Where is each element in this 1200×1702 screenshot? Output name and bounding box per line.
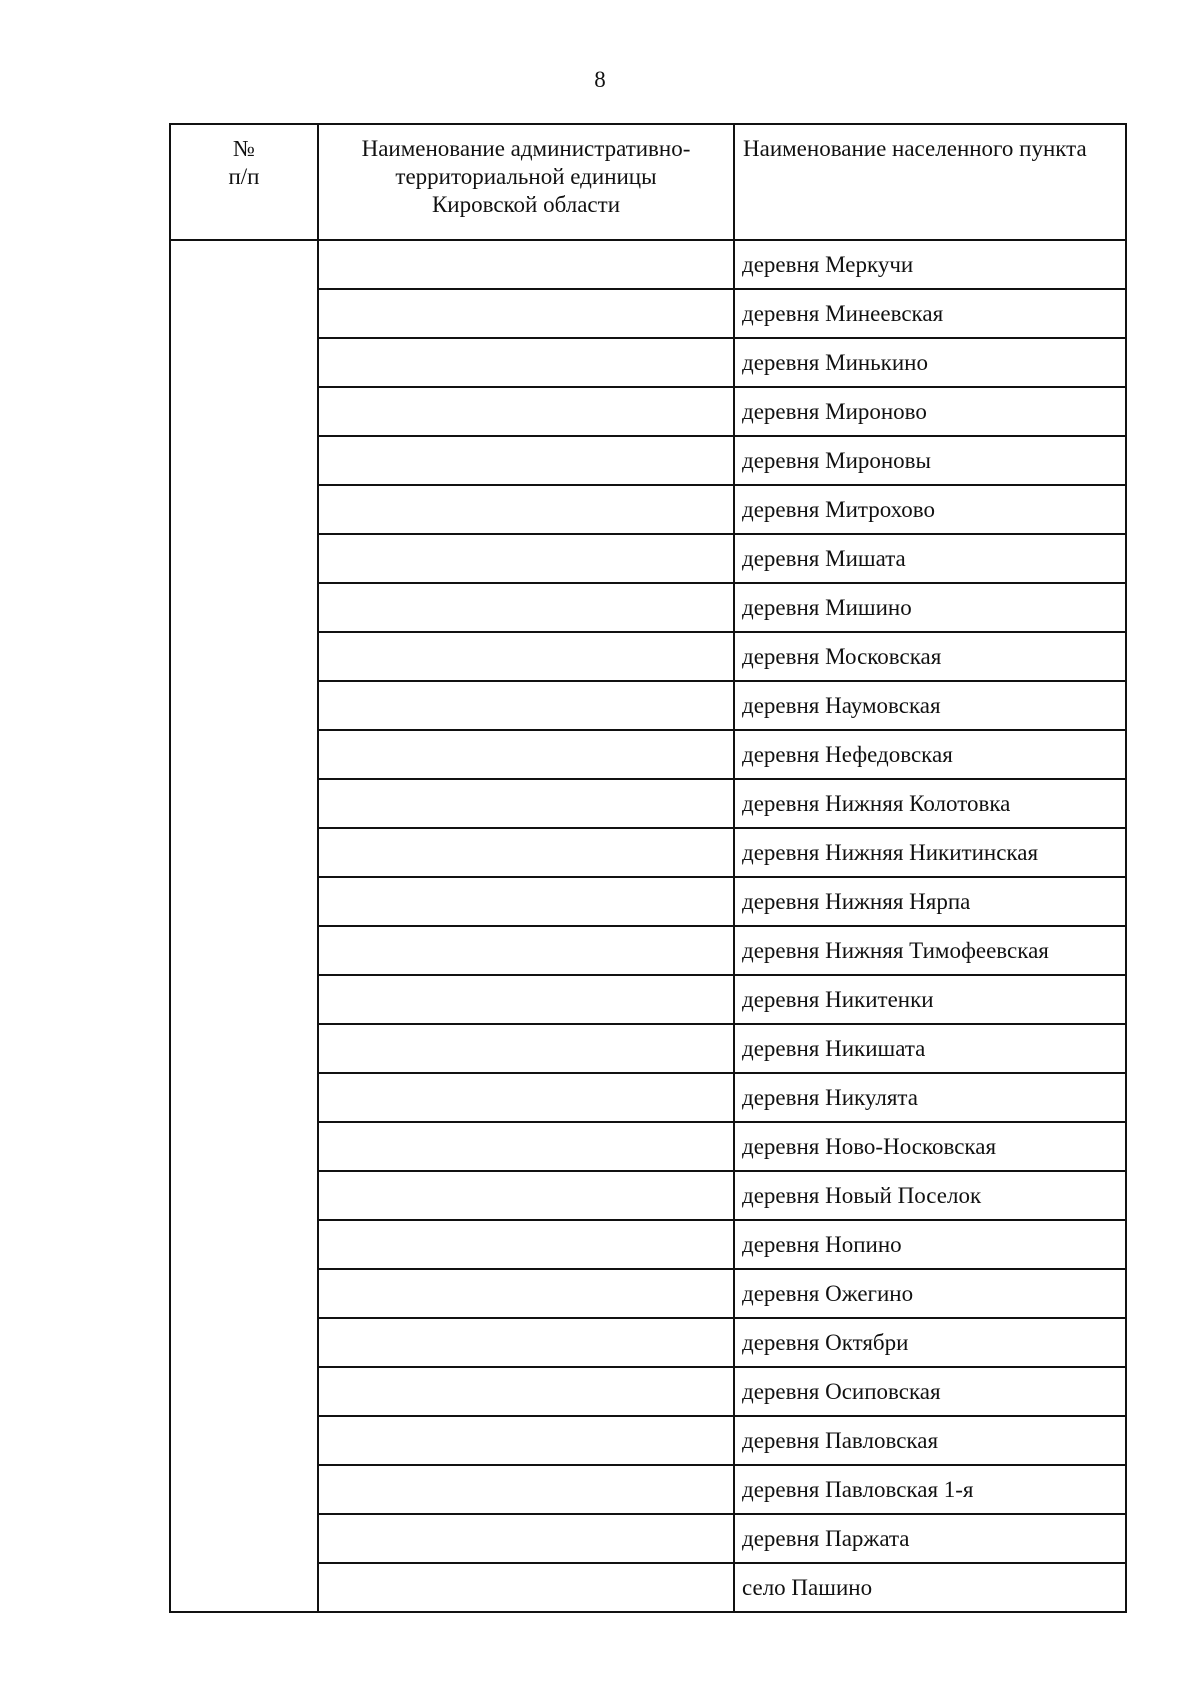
header-unit: [318, 124, 734, 240]
unit-cell: [318, 1465, 734, 1514]
place-cell: деревня Октябри: [734, 1318, 1126, 1367]
unit-cell: [318, 1563, 734, 1612]
place-cell: деревня Ожегино: [734, 1269, 1126, 1318]
unit-cell: [318, 828, 734, 877]
unit-cell: [318, 1220, 734, 1269]
table-row: [170, 240, 1126, 289]
settlements-table: [169, 123, 1127, 1613]
header-place: [734, 124, 1126, 240]
place-cell: деревня Наумовская: [734, 681, 1126, 730]
unit-cell: [318, 1171, 734, 1220]
header-number-label: № п/п: [228, 136, 260, 189]
place-cell: деревня Нопино: [734, 1220, 1126, 1269]
unit-cell: [318, 1269, 734, 1318]
unit-cell: [318, 681, 734, 730]
place-cell: деревня Мироново: [734, 387, 1126, 436]
place-cell: деревня Нижняя Тимофеевская: [734, 926, 1126, 975]
place-cell: деревня Павловская 1-я: [734, 1465, 1126, 1514]
place-cell: деревня Мироновы: [734, 436, 1126, 485]
unit-cell: [318, 338, 734, 387]
unit-cell: [318, 1073, 734, 1122]
unit-cell: [318, 1514, 734, 1563]
place-cell: деревня Паржата: [734, 1514, 1126, 1563]
unit-cell: [318, 926, 734, 975]
number-cell: [170, 240, 318, 1612]
place-cell: деревня Нижняя Нярпа: [734, 877, 1126, 926]
unit-cell: [318, 877, 734, 926]
place-cell: деревня Меркучи: [734, 240, 1126, 289]
header-unit-label: Наименование административно- территориальной единицы Кировской области: [361, 136, 691, 217]
unit-cell: [318, 289, 734, 338]
unit-cell: [318, 1024, 734, 1073]
header-place-label: Наименование населенного пункта: [743, 136, 1087, 161]
unit-cell: [318, 583, 734, 632]
place-cell: деревня Митрохово: [734, 485, 1126, 534]
unit-cell: [318, 436, 734, 485]
unit-cell: [318, 975, 734, 1024]
place-cell: деревня Ново-Носковская: [734, 1122, 1126, 1171]
page-number: 8: [594, 67, 606, 92]
unit-cell: [318, 1416, 734, 1465]
table-body: [170, 240, 1126, 1612]
place-cell: деревня Никишата: [734, 1024, 1126, 1073]
place-cell: деревня Мишата: [734, 534, 1126, 583]
unit-cell: [318, 730, 734, 779]
place-cell: деревня Осиповская: [734, 1367, 1126, 1416]
unit-cell: [318, 1367, 734, 1416]
unit-cell: [318, 485, 734, 534]
unit-cell: [318, 387, 734, 436]
place-cell: деревня Никулята: [734, 1073, 1126, 1122]
place-cell: деревня Минькино: [734, 338, 1126, 387]
place-cell: деревня Минеевская: [734, 289, 1126, 338]
place-cell: деревня Новый Поселок: [734, 1171, 1126, 1220]
unit-cell: [318, 632, 734, 681]
place-cell: деревня Нижняя Колотовка: [734, 779, 1126, 828]
unit-cell: [318, 240, 734, 289]
table-header-row: [170, 124, 1126, 240]
place-cell: деревня Мишино: [734, 583, 1126, 632]
unit-cell: [318, 534, 734, 583]
place-cell: деревня Нижняя Никитинская: [734, 828, 1126, 877]
place-cell: деревня Никитенки: [734, 975, 1126, 1024]
place-cell: деревня Московская: [734, 632, 1126, 681]
unit-cell: [318, 1318, 734, 1367]
unit-cell: [318, 1122, 734, 1171]
place-cell: деревня Павловская: [734, 1416, 1126, 1465]
place-cell: село Пашино: [734, 1563, 1126, 1612]
place-cell: деревня Нефедовская: [734, 730, 1126, 779]
header-number: [170, 124, 318, 240]
unit-cell: [318, 779, 734, 828]
